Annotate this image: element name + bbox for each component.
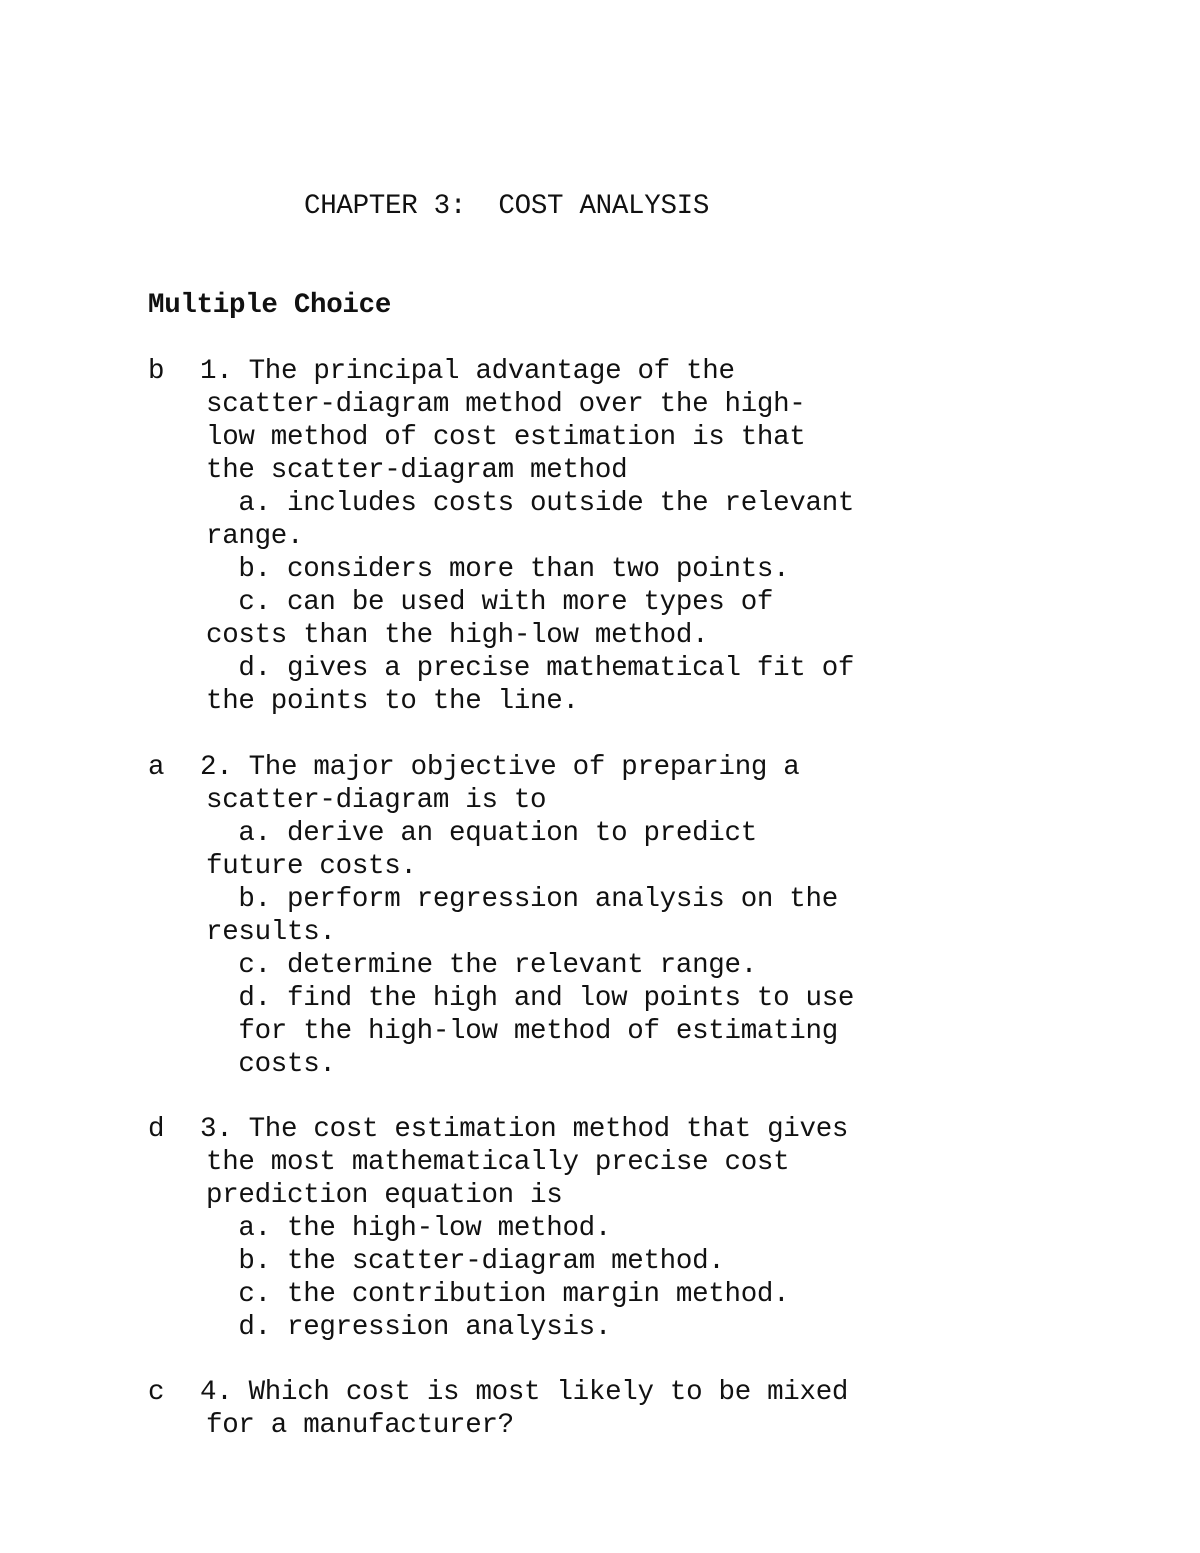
question-1 [200, 355, 854, 718]
option-line: d. find the high and low points to use [206, 983, 855, 1014]
option-line: costs. [206, 1049, 336, 1080]
option-line: results. [206, 917, 336, 948]
option-line: future costs. [206, 851, 417, 882]
option-line: costs than the high-low method. [206, 620, 709, 651]
option-line: b. considers more than two points. [206, 554, 790, 585]
question-3 [200, 1113, 848, 1344]
option-line: d. regression analysis. [206, 1312, 612, 1343]
question-line: for a manufacturer? [206, 1410, 514, 1441]
question-line: 1. The principal advantage of the [200, 356, 735, 387]
option-line: c. determine the relevant range. [206, 950, 757, 981]
question-line: scatter-diagram is to [206, 785, 547, 816]
chapter-title: CHAPTER 3: COST ANALYSIS [304, 191, 710, 222]
question-line: the scatter-diagram method [206, 455, 628, 486]
option-line: range. [206, 521, 304, 552]
option-line: a. the high-low method. [206, 1213, 612, 1244]
answer-key-4: c [148, 1377, 165, 1408]
question-line: prediction equation is [206, 1180, 563, 1211]
option-line: b. the scatter-diagram method. [206, 1246, 725, 1277]
question-line: 2. The major objective of preparing a [200, 752, 800, 783]
answer-key-1: b [148, 356, 165, 387]
option-line: c. can be used with more types of [206, 587, 774, 618]
option-line: c. the contribution margin method. [206, 1279, 790, 1310]
question-line: the most mathematically precise cost [206, 1147, 790, 1178]
answer-key-3: d [148, 1114, 165, 1145]
question-line: 3. The cost estimation method that gives [200, 1114, 849, 1145]
option-line: for the high-low method of estimating [206, 1016, 838, 1047]
question-4 [200, 1376, 848, 1442]
option-line: a. derive an equation to predict [206, 818, 757, 849]
option-line: b. perform regression analysis on the [206, 884, 838, 915]
section-heading: Multiple Choice [148, 290, 392, 321]
option-line: the points to the line. [206, 686, 579, 717]
question-line: scatter-diagram method over the high- [206, 389, 806, 420]
question-line: 4. Which cost is most likely to be mixed [200, 1377, 849, 1408]
option-line: a. includes costs outside the relevant [206, 488, 855, 519]
option-line: d. gives a precise mathematical fit of [206, 653, 855, 684]
question-2 [200, 751, 854, 1081]
question-line: low method of cost estimation is that [206, 422, 806, 453]
answer-key-2: a [148, 752, 165, 783]
